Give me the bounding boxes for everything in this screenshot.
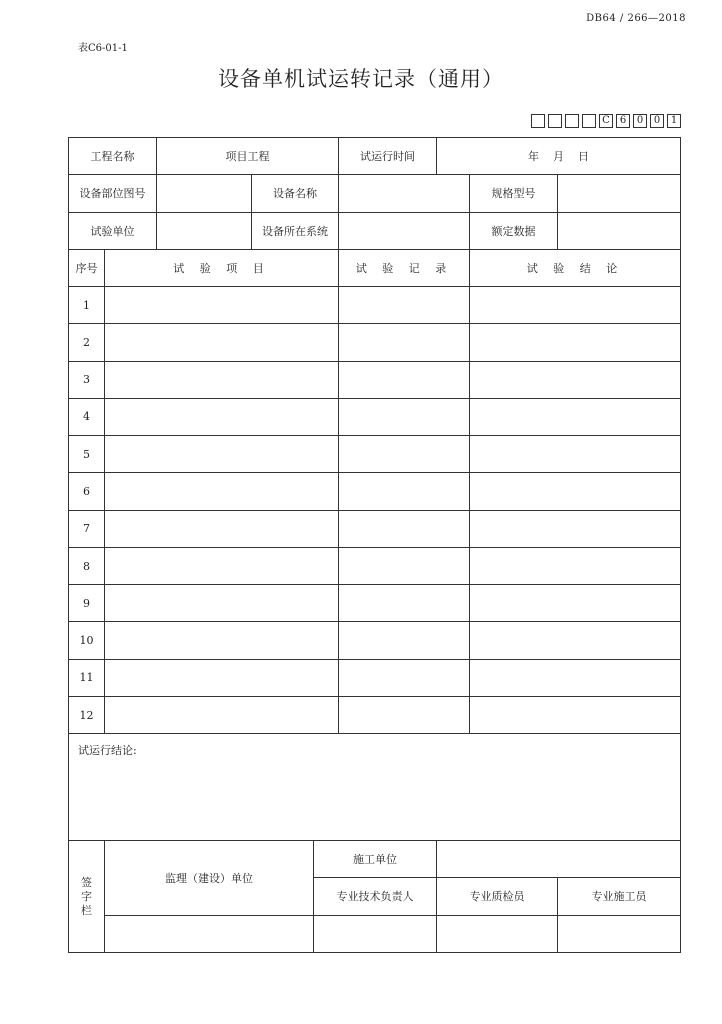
spec-model-value[interactable] [558,175,681,212]
table-row [69,398,681,435]
row-number: 2 [69,324,105,361]
supervision-unit-label: 监理（建设）单位 [105,841,314,916]
info-row-equipment [69,175,681,212]
standard-number: DB64 / 266—2018 [586,13,686,24]
table-row [69,361,681,398]
info-row-project [69,138,681,175]
system-label: 设备所在系统 [252,212,339,249]
conclusion-row [69,734,681,841]
table-row [69,287,681,324]
header-test-item: 试 验 项 目 [105,249,339,286]
conclusion-label: 试运行结论: [78,744,137,758]
test-item-cell[interactable] [105,398,339,435]
construction-unit-value[interactable] [437,841,681,878]
code-box: 0 [633,114,647,128]
test-record-cell[interactable] [339,585,470,622]
code-box: 1 [667,114,681,128]
table-row [69,436,681,473]
row-number: 5 [69,436,105,473]
test-conclusion-cell[interactable] [470,622,681,659]
test-record-cell[interactable] [339,436,470,473]
test-conclusion-cell[interactable] [470,398,681,435]
row-number: 1 [69,287,105,324]
rated-data-label: 额定数据 [470,212,558,249]
table-row [69,622,681,659]
test-item-cell[interactable] [105,361,339,398]
equipment-location-label: 设备部位图号 [69,175,157,212]
test-conclusion-cell[interactable] [470,696,681,733]
header-serial: 序号 [69,249,105,286]
test-conclusion-cell[interactable] [470,287,681,324]
page-title: 设备单机试运转记录（通用） [218,67,504,91]
test-conclusion-cell[interactable] [470,324,681,361]
table-row [69,547,681,584]
row-number: 9 [69,585,105,622]
row-number: 12 [69,696,105,733]
supervision-signature-cell[interactable] [105,915,314,952]
signature-char: 签 [81,875,92,889]
test-record-cell[interactable] [339,361,470,398]
test-item-cell[interactable] [105,510,339,547]
test-record-cell[interactable] [339,547,470,584]
test-conclusion-cell[interactable] [470,547,681,584]
info-row-unit [69,212,681,249]
test-item-cell[interactable] [105,436,339,473]
row-number: 8 [69,547,105,584]
row-number: 10 [69,622,105,659]
form-number: 表C6-01-1 [78,43,128,54]
test-record-cell[interactable] [339,696,470,733]
quality-inspector-signature-cell[interactable] [437,915,558,952]
table-row [69,473,681,510]
signature-row-3 [69,915,681,952]
header-test-record: 试 验 记 录 [339,249,470,286]
signature-char: 栏 [81,903,92,917]
trial-run-record-form [68,137,681,953]
tech-lead-label: 专业技术负责人 [314,878,437,915]
test-record-cell[interactable] [339,324,470,361]
equipment-location-value[interactable] [157,175,252,212]
row-number: 11 [69,659,105,696]
test-conclusion-cell[interactable] [470,585,681,622]
test-item-cell[interactable] [105,547,339,584]
test-unit-label: 试验单位 [69,212,157,249]
test-conclusion-cell[interactable] [470,510,681,547]
code-box: C [599,114,613,128]
test-conclusion-cell[interactable] [470,361,681,398]
tech-lead-signature-cell[interactable] [314,915,437,952]
row-number: 4 [69,398,105,435]
signature-column-label [69,841,105,953]
code-box [531,114,545,128]
test-item-cell[interactable] [105,659,339,696]
construction-worker-label: 专业施工员 [558,878,681,915]
test-table-header [69,249,681,286]
equipment-name-label: 设备名称 [252,175,339,212]
table-row [69,585,681,622]
trial-run-conclusion[interactable] [69,734,681,841]
test-record-cell[interactable] [339,622,470,659]
test-record-cell[interactable] [339,287,470,324]
row-number: 3 [69,361,105,398]
trial-time-label: 试运行时间 [339,138,437,175]
test-item-cell[interactable] [105,585,339,622]
test-conclusion-cell[interactable] [470,436,681,473]
spec-model-label: 规格型号 [470,175,558,212]
system-value[interactable] [339,212,470,249]
test-conclusion-cell[interactable] [470,473,681,510]
signature-row-1 [69,841,681,878]
code-box [582,114,596,128]
code-box [548,114,562,128]
test-item-cell[interactable] [105,287,339,324]
table-row [69,510,681,547]
quality-inspector-label: 专业质检员 [437,878,558,915]
signature-char: 字 [81,889,92,903]
construction-unit-label: 施工单位 [314,841,437,878]
record-code-boxes [531,114,681,128]
trial-time-value[interactable]: 年 月 日 [437,138,681,175]
header-test-conclusion: 试 验 结 论 [470,249,681,286]
test-record-cell[interactable] [339,659,470,696]
test-item-cell[interactable] [105,696,339,733]
test-item-cell[interactable] [105,622,339,659]
test-record-cell[interactable] [339,510,470,547]
code-box: 0 [650,114,664,128]
test-record-cell[interactable] [339,398,470,435]
test-unit-value[interactable] [157,212,252,249]
test-record-cell[interactable] [339,473,470,510]
table-row [69,696,681,733]
row-number: 7 [69,510,105,547]
project-name-label: 工程名称 [69,138,157,175]
project-name-value[interactable]: 项目工程 [157,138,339,175]
row-number: 6 [69,473,105,510]
code-box [565,114,579,128]
test-conclusion-cell[interactable] [470,659,681,696]
table-row [69,324,681,361]
test-item-cell[interactable] [105,473,339,510]
equipment-name-value[interactable] [339,175,470,212]
rated-data-value[interactable] [558,212,681,249]
code-box: 6 [616,114,630,128]
table-row [69,659,681,696]
test-item-cell[interactable] [105,324,339,361]
construction-worker-signature-cell[interactable] [558,915,681,952]
